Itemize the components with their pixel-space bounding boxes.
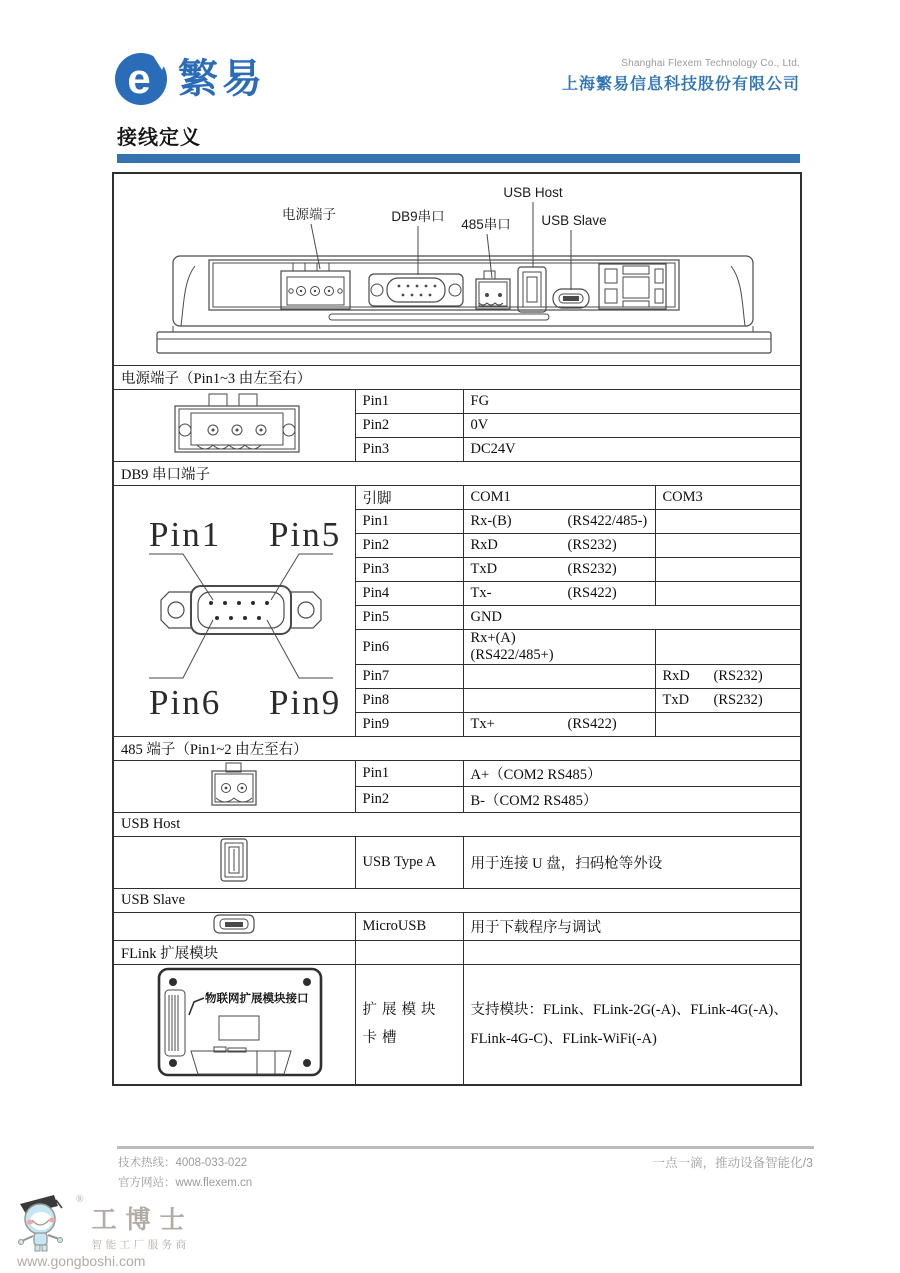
db9-corner-label-pin9: Pin9 — [269, 682, 342, 722]
usb-a-drawing-cell — [113, 837, 355, 889]
device-expansion-slot — [599, 264, 666, 309]
usb-host-section-title: USB Host — [113, 813, 801, 837]
footer-website: 官方网站：www.flexem.cn — [118, 1177, 253, 1190]
power-section-header — [113, 366, 801, 390]
usb-host-desc: 用于连接 U 盘，扫码枪等外设 — [463, 837, 801, 889]
signal: RxD — [470, 537, 498, 553]
usb-host-row — [113, 837, 801, 889]
db9-port-label: DB9串口 — [391, 209, 445, 224]
db9-section-title: DB9 串口端子 — [113, 462, 801, 486]
spec: (RS422/485-) — [567, 513, 648, 529]
power-port-label: 电源端子 — [282, 207, 336, 222]
db9-pin3-com3 — [655, 558, 801, 582]
power-row-pin1 — [113, 390, 801, 414]
footer-hotline: 技术热线：4008-033-022 — [118, 1157, 248, 1169]
gongboshi-url: www.gongboshi.com — [17, 1253, 146, 1269]
footer-divider — [117, 1146, 814, 1149]
db9-head-com1: COM1 — [463, 486, 655, 510]
rs485-section-title: 485 端子（Pin1~2 由左至右） — [113, 737, 801, 761]
spec: (RS232) — [713, 692, 763, 708]
db9-pin1-com3 — [655, 510, 801, 534]
usb-host-section-header — [113, 813, 801, 837]
db9-pin2-com3 — [655, 534, 801, 558]
db9-pin1-com1 — [463, 510, 655, 534]
gongboshi-name: 工博士 — [91, 1207, 194, 1234]
db9-connector-drawing-cell — [113, 486, 355, 737]
usb-host-type: USB Type A — [355, 837, 463, 889]
db9-section-header — [113, 462, 801, 486]
power-pin1-value: FG — [463, 390, 801, 414]
gongboshi-tagline: 智能工厂服务商 — [91, 1239, 190, 1251]
db9-pin2-com1 — [463, 534, 655, 558]
usb-slave-section-header — [113, 889, 801, 913]
db9-pin5-gnd — [463, 606, 801, 630]
flink-section-header — [113, 941, 801, 965]
flink-slot-type: 扩展模块卡槽 — [355, 965, 463, 1086]
db9-pin9-com3 — [655, 713, 801, 737]
db9-corner-label-pin6: Pin6 — [149, 682, 222, 722]
device-diagram-cell — [113, 173, 801, 366]
usb-slave-label: USB Slave — [541, 213, 607, 228]
device-micro-usb-connector — [553, 289, 589, 308]
company-block — [562, 58, 800, 94]
micro-usb-connector-drawing — [210, 913, 258, 935]
footer-slogan: 一点一滴，推动设备智能化/3 — [652, 1156, 813, 1170]
registered-mark: ® — [76, 1194, 84, 1205]
signal: RxD — [662, 668, 690, 684]
power-pin2-label: Pin2 — [355, 414, 463, 438]
rs485-pin1-label: Pin1 — [355, 761, 463, 787]
db9-pin7-com3 — [655, 665, 801, 689]
db9-pin6-label: Pin6 — [355, 630, 463, 665]
expansion-module-drawing — [121, 965, 355, 1079]
db9-pin4-com3 — [655, 582, 801, 606]
usb-a-connector-drawing — [214, 837, 254, 883]
db9-head-row — [113, 486, 801, 510]
db9-pin6-com1 — [463, 630, 655, 665]
db9-corner-label-pin1: Pin1 — [149, 514, 222, 554]
flink-section-title: FLink 扩展模块 — [113, 941, 355, 965]
power-connector-drawing-cell — [113, 390, 355, 462]
flink-header-empty-1 — [355, 941, 463, 965]
usb-slave-desc: 用于下载程序与调试 — [463, 913, 801, 941]
db9-pin2-label: Pin2 — [355, 534, 463, 558]
logo-wordmark: 繁易 — [178, 57, 266, 101]
iot-module-port-label: 物联网扩展模块接口 — [205, 993, 309, 1005]
rs485-port-label: 485串口 — [461, 217, 511, 232]
device-usb-a-connector — [518, 267, 546, 312]
title-accent-bar — [117, 154, 800, 163]
db9-corner-label-pin5: Pin5 — [269, 514, 342, 554]
signal: GND — [470, 609, 502, 625]
power-pin2-value: 0V — [463, 414, 801, 438]
flink-header-empty-2 — [463, 941, 801, 965]
usb-slave-row — [113, 913, 801, 941]
db9-pin8-com1 — [463, 689, 655, 713]
power-connector-drawing — [139, 390, 329, 456]
rs485-connector-drawing-cell — [113, 761, 355, 813]
device-diagram-row — [113, 173, 801, 366]
power-pin3-value: DC24V — [463, 438, 801, 462]
spec: (RS232) — [713, 668, 763, 684]
rs485-row-pin1 — [113, 761, 801, 787]
db9-head-com3: COM3 — [655, 486, 801, 510]
gongboshi-mascot-icon — [14, 1192, 76, 1252]
db9-pin3-label: Pin3 — [355, 558, 463, 582]
logo-mark: e — [127, 55, 151, 102]
rs485-connector-drawing — [204, 761, 264, 807]
device-485-connector — [476, 271, 510, 309]
db9-pin9-label: Pin9 — [355, 713, 463, 737]
rs485-pin2-label: Pin2 — [355, 787, 463, 813]
spec: (RS232) — [567, 537, 617, 553]
db9-pin7-label: Pin7 — [355, 665, 463, 689]
db9-pin8-com3 — [655, 689, 801, 713]
spec: (RS422) — [567, 716, 617, 732]
spec: (RS422) — [567, 585, 617, 601]
usb-slave-section-title: USB Slave — [113, 889, 801, 913]
db9-pin8-label: Pin8 — [355, 689, 463, 713]
rs485-section-header — [113, 737, 801, 761]
signal: TxD — [470, 561, 498, 577]
db9-pin4-label: Pin4 — [355, 582, 463, 606]
spec: (RS422/485+) — [470, 647, 554, 663]
usb-host-label: USB Host — [503, 185, 563, 200]
db9-pin3-com1 — [463, 558, 655, 582]
signal: TxD — [662, 692, 690, 708]
flexem-logo-icon — [114, 52, 168, 106]
signal: Rx-(B) — [470, 513, 512, 529]
device-db9-connector — [369, 274, 463, 306]
db9-connector-drawing — [121, 488, 355, 730]
signal: Tx+ — [470, 716, 495, 732]
footer-contact — [118, 1153, 252, 1193]
device-power-connector — [281, 263, 350, 309]
flink-row — [113, 965, 801, 1086]
rs485-pin1-value: A+（COM2 RS485） — [463, 761, 801, 787]
company-name-cn: 上海繁易信息科技股份有限公司 — [561, 76, 800, 93]
flink-desc: 支持模块：FLink、FLink-2G(-A)、FLink-4G(-A)、FLink-4G-C)、FLink-WiFi(-A) — [463, 965, 801, 1086]
power-section-title: 电源端子（Pin1~3 由左至右） — [113, 366, 801, 390]
expansion-module-drawing-cell — [113, 965, 355, 1086]
signal: Rx+(A) — [470, 630, 516, 646]
db9-head-pin: 引脚 — [355, 486, 463, 510]
db9-pin7-com1 — [463, 665, 655, 689]
flexem-logo — [114, 52, 266, 106]
db9-pin4-com1 — [463, 582, 655, 606]
company-name-en: Shanghai Flexem Technology Co., Ltd. — [621, 58, 800, 69]
db9-pin9-com1 — [463, 713, 655, 737]
spec: (RS232) — [567, 561, 617, 577]
signal: Tx- — [470, 585, 492, 601]
device-bottom-view-drawing — [121, 174, 801, 360]
db9-pin1-label: Pin1 — [355, 510, 463, 534]
usb-slave-type: MicroUSB — [355, 913, 463, 941]
db9-pin5-label: Pin5 — [355, 606, 463, 630]
power-pin1-label: Pin1 — [355, 390, 463, 414]
rs485-pin2-value: B-（COM2 RS485） — [463, 787, 801, 813]
db9-pin6-com3 — [655, 630, 801, 665]
page-title: 接线定义 — [117, 127, 201, 149]
wiring-table — [112, 172, 802, 1086]
micro-usb-drawing-cell — [113, 913, 355, 941]
power-pin3-label: Pin3 — [355, 438, 463, 462]
gongboshi-watermark — [14, 1192, 214, 1269]
